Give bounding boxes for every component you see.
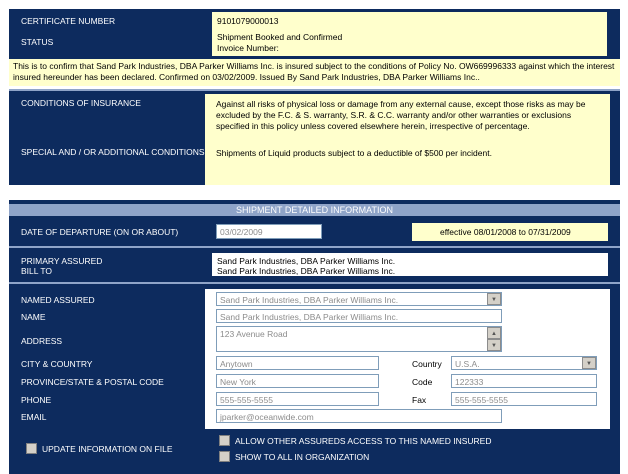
primary-assured-value: Sand Park Industries, DBA Parker Williams Inc. — [217, 256, 396, 266]
city-country-label: CITY & COUNTRY — [21, 359, 93, 369]
allow-access-checkbox[interactable] — [219, 435, 230, 446]
country-label: Country — [412, 359, 442, 369]
special-conditions-label: SPECIAL AND / OR ADDITIONAL CONDITIONS — [21, 147, 205, 157]
departure-date-label: DATE OF DEPARTURE (ON OR ABOUT) — [21, 227, 179, 237]
conditions-of-insurance-text: Against all risks of physical loss or damage from any external cause, except those risks as may be excluded by the F.C. & S. warranty, S.R. & C.C. warranty and/or other warranties or exclusions specified in this policy unless covered elsewhere herein, irrespective of percentage. — [216, 99, 586, 131]
address-label: ADDRESS — [21, 336, 63, 346]
confirmation-text: This is to confirm that Sand Park Industries, DBA Parker Williams Inc. is insured subject to the conditions of Policy No. OW669996333 against which the interest insured hereunder has been declared. Confirmed on 03/02/2009. Issued By Sand Park Industries, DBA Parker Williams Inc.. — [9, 59, 620, 86]
named-assured-select[interactable]: Sand Park Industries, DBA Parker Williams Inc. — [216, 292, 502, 306]
fax-label: Fax — [412, 395, 427, 405]
conditions-of-insurance-label: CONDITIONS OF INSURANCE — [21, 98, 141, 108]
address-scroll-down-icon[interactable]: ▼ — [487, 339, 501, 351]
named-assured-dropdown-icon[interactable]: ▼ — [487, 293, 501, 305]
status-label: STATUS — [21, 37, 54, 47]
bill-to-label: BILL TO — [21, 266, 53, 276]
country-select[interactable]: U.S.A. — [451, 356, 597, 370]
effective-period-text: effective 08/01/2008 to 07/31/2009 — [440, 227, 571, 237]
phone-input[interactable]: 555-555-5555 — [216, 392, 379, 406]
postal-code-input[interactable]: 122333 — [451, 374, 597, 388]
certificate-number-value: 9101079000013 — [217, 16, 279, 26]
named-assured-label: NAMED ASSURED — [21, 295, 95, 305]
shipment-divider-1 — [9, 246, 620, 248]
departure-date-input[interactable]: 03/02/2009 — [216, 224, 322, 239]
country-dropdown-icon[interactable]: ▼ — [582, 357, 596, 369]
email-input[interactable]: jparker@oceanwide.com — [216, 409, 502, 423]
province-input[interactable]: New York — [216, 374, 379, 388]
show-to-all-checkbox[interactable] — [219, 451, 230, 462]
address-textarea[interactable]: 123 Avenue Road — [216, 326, 502, 352]
update-info-label: UPDATE INFORMATION ON FILE — [42, 444, 173, 454]
certificate-number-label: CERTIFICATE NUMBER — [21, 16, 116, 26]
special-conditions-text: Shipments of Liquid products subject to a deductible of $500 per incident. — [216, 148, 492, 158]
show-to-all-label: SHOW TO ALL IN ORGANIZATION — [235, 452, 370, 462]
email-label: EMAIL — [21, 412, 47, 422]
allow-access-label: ALLOW OTHER ASSUREDS ACCESS TO THIS NAMED INSURED — [235, 436, 492, 446]
shipment-divider-2 — [9, 282, 620, 284]
conditions-divider — [9, 89, 620, 91]
province-postal-label: PROVINCE/STATE & POSTAL CODE — [21, 377, 164, 387]
shipment-header: SHIPMENT DETAILED INFORMATION — [9, 204, 620, 216]
status-value: Shipment Booked and Confirmed — [217, 32, 343, 42]
invoice-number-label: Invoice Number: — [217, 43, 279, 53]
city-input[interactable]: Anytown — [216, 356, 379, 370]
postal-code-label: Code — [412, 377, 433, 387]
primary-assured-label: PRIMARY ASSURED — [21, 256, 103, 266]
address-scroll-up-icon[interactable]: ▲ — [487, 327, 501, 339]
bill-to-value: Sand Park Industries, DBA Parker Williams Inc. — [217, 266, 396, 276]
name-input[interactable]: Sand Park Industries, DBA Parker Williams Inc. — [216, 309, 502, 323]
phone-label: PHONE — [21, 395, 52, 405]
update-info-checkbox[interactable] — [26, 443, 37, 454]
fax-input[interactable]: 555-555-5555 — [451, 392, 597, 406]
name-label: NAME — [21, 312, 46, 322]
